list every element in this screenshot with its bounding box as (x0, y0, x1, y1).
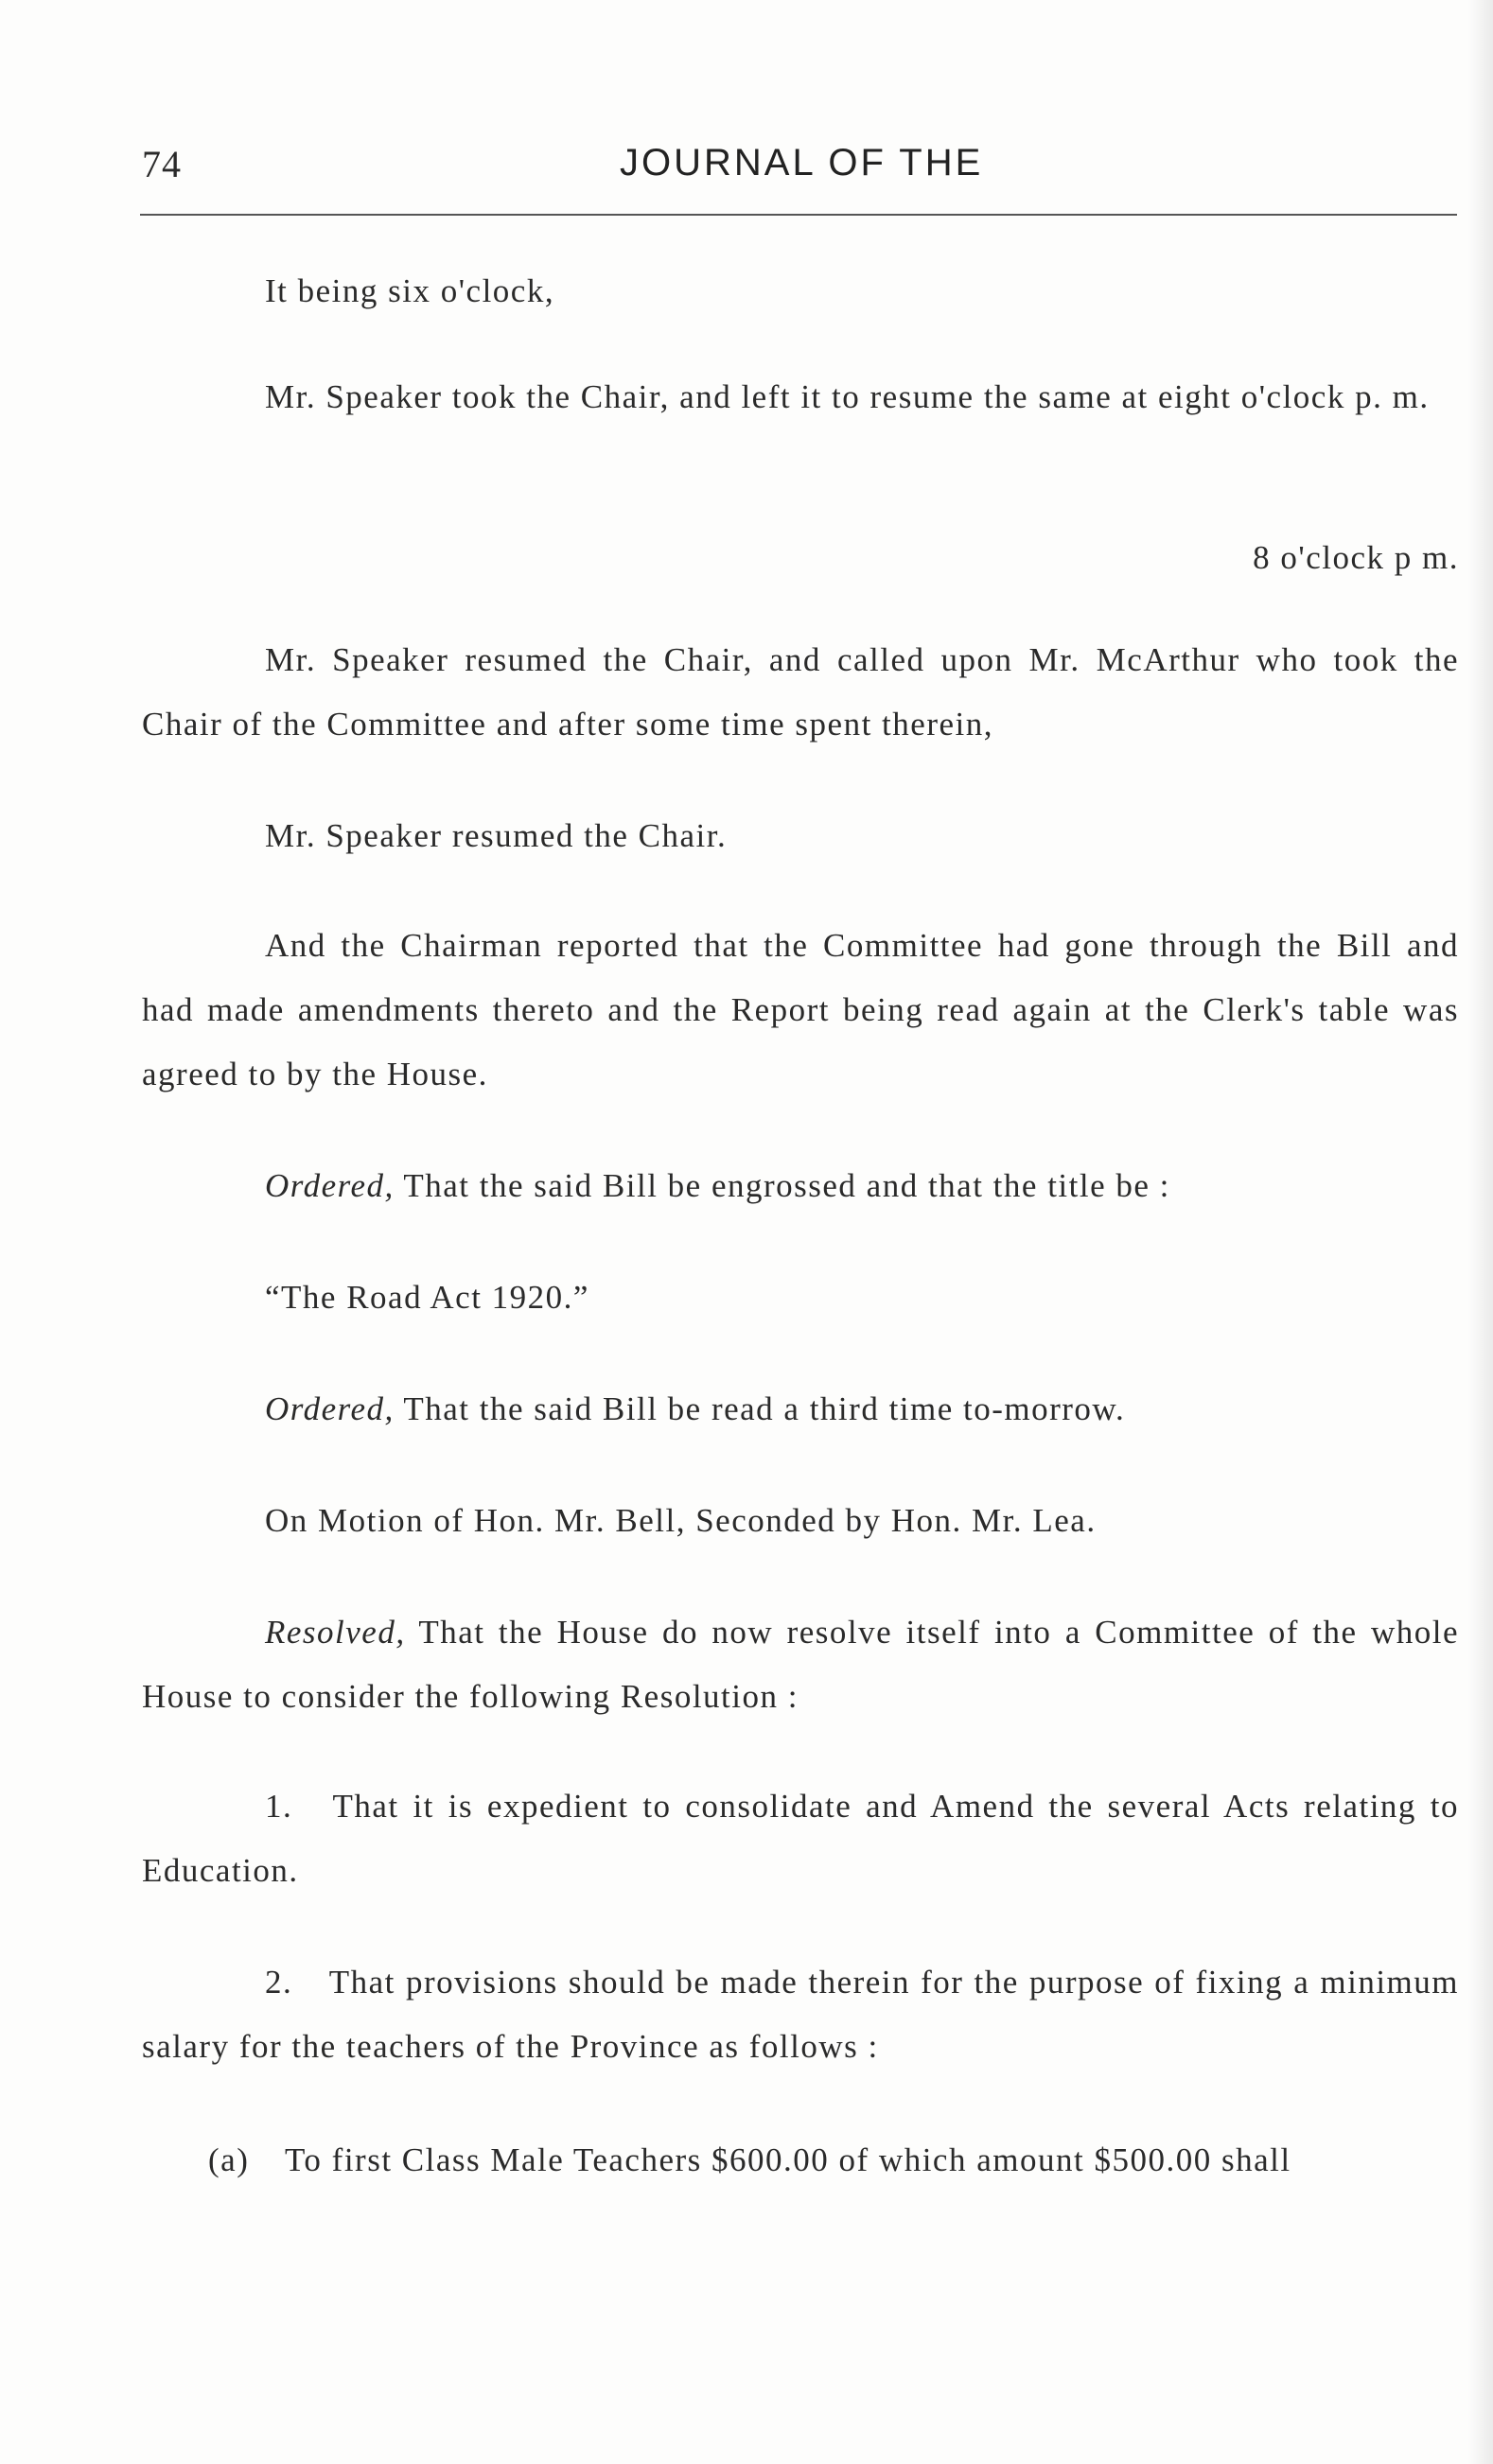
header-rule (140, 214, 1457, 216)
sub-item-label: (a) (208, 2141, 250, 2178)
resolved-text: That the House do now resolve itself into a Committee of the whole House to consider the following Resolution : (142, 1614, 1460, 1715)
page-edge-shadow (1468, 0, 1493, 2464)
page-header (0, 142, 1493, 199)
running-head: JOURNAL OF THE (620, 142, 984, 183)
page-number: 74 (142, 143, 182, 185)
item-text: That it is expedient to consolidate and Amend the several Acts relating to Education. (142, 1788, 1460, 1889)
paragraph-speaker-resumed-chair: Mr. Speaker resumed the Chair. (265, 817, 728, 854)
ordered-label: Ordered, (265, 1390, 395, 1427)
paragraph-time-stamp: 8 o'clock p m. (1253, 539, 1459, 576)
paragraph-six-oclock: It being six o'clock, (265, 272, 555, 309)
item-number: 2. (265, 1964, 293, 2001)
paragraph-bill-title: “The Road Act 1920.” (265, 1279, 589, 1316)
resolution-item-1 (142, 1774, 1459, 1903)
paragraph-chairman-report: And the Chairman reported that the Committee had gone through the Bill and had made amendments thereto and the Report being read again at the Clerk's table was agreed to by the House. (142, 927, 1459, 1092)
sub-item-text: To first Class Male Teachers $600.00 of which amount $500.00 shall (284, 2141, 1291, 2178)
ordered-text: That the said Bill be read a third time to-morrow. (403, 1390, 1126, 1427)
resolved-label: Resolved, (265, 1614, 406, 1651)
paragraph-ordered-engrossed (142, 1154, 1459, 1218)
paragraph-motion: On Motion of Hon. Mr. Bell, Seconded by Hon. Mr. Lea. (265, 1502, 1097, 1539)
paragraph-ordered-third-reading (142, 1377, 1459, 1442)
item-number: 1. (265, 1788, 293, 1825)
paragraph-speaker-resumed-mcarthur: Mr. Speaker resumed the Chair, and called upon Mr. McArthur who took the Chair of the Committee and after some time spent therein, (142, 641, 1459, 743)
ordered-text: That the said Bill be engrossed and that the title be : (403, 1167, 1170, 1204)
ordered-label: Ordered, (265, 1167, 395, 1204)
paragraph-resolved (142, 1600, 1459, 1729)
paragraph-speaker-took-chair: Mr. Speaker took the Chair, and left it to resume the same at eight o'clock p. m. (265, 378, 1430, 415)
resolution-item-2 (142, 1950, 1459, 2079)
item-text: That provisions should be made therein for the purpose of fixing a minimum salary for the teachers of the Province as follows : (142, 1964, 1459, 2065)
resolution-sub-item-a (142, 2128, 1459, 2193)
